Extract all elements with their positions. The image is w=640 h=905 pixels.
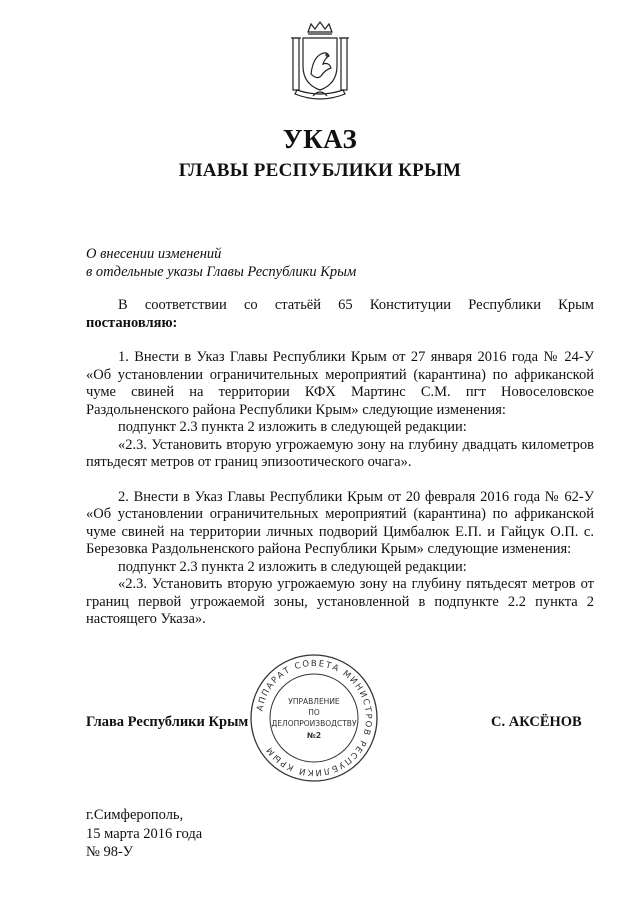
preamble-bold-line [86,315,594,333]
document-footer [86,806,202,862]
resolution-word: постановляю: [86,314,178,331]
stamp-ring-text: АППАРАТ СОВЕТА МИНИСТРОВ РЕСПУБЛИКИ КРЫМ [255,658,374,778]
place-of-signing: г.Симферополь, [86,807,184,823]
item-1-subpoint: подпункт 2.3 пункта 2 изложить в следующей редакции: [118,419,467,435]
stamp-center-line-3: ДЕЛОПРОИЗВОДСТВУ [271,719,357,728]
document-subtitle: ГЛАВЫ РЕСПУБЛИКИ КРЫМ [178,160,462,181]
item-2-subpoint: подпункт 2.3 пункта 2 изложить в следующей редакции: [118,558,467,575]
preamble-text: В соответствии со статьёй 65 Конституции Республики Крым [118,297,594,313]
item-1-text: 1. Внести в Указ Главы Республики Крым от 27 января 2016 года № 24-У «Об установлении ограничительных мероприятий (карантина) по африканской чуме свиней на территории КФХ Мартинс С.М. пгт Новоселовское Раздольненского района Республики Крым» следующие изменения: [86,349,594,418]
document-title: УКАЗ [282,124,358,154]
crimea-coat-of-arms-icon [287,18,353,104]
decree-number: № 98-У [86,844,134,860]
stamp-center-line-2: ПО [308,708,320,717]
preamble [86,297,594,315]
stamp-center-line-4: №2 [306,731,322,740]
date-of-signing: 15 марта 2016 года [86,825,203,842]
signatory-position: Глава Республики Крым [86,714,249,730]
subject-line-2: в отдельные указы Главы Республики Крым [86,264,357,280]
signatory-name: С. АКСЁНОВ [491,714,582,730]
item-2-text: 2. Внести в Указ Главы Республики Крым от 20 февраля 2016 года № 62-У «Об установлении ограничительных мероприятий (карантина) по африканской чуме свиней на территории личных подворий Цимбалюк Е.П. и Гайцук О.П. с. Березовка Раздольненского района Республики Крым» следующие изменения: [86,488,594,557]
decree-body [86,297,594,629]
decree-subject [86,245,356,281]
item-2-quote: «2.3. Установить вторую угрожаемую зону на глубину пятьдесят метров от границ первой угрожаемой зоны, установленной в подпункте 2.2 пункта 2 настоящего Указа». [86,576,594,627]
subject-line-1: О внесении изменений [86,246,222,262]
item-1-quote: «2.3. Установить вторую угрожаемую зону на глубину двадцать километров пятьдесят метров от границ эпизоотического очага». [86,436,594,470]
official-stamp [248,652,380,784]
stamp-center-line-1: УПРАВЛЕНИЕ [288,697,340,706]
